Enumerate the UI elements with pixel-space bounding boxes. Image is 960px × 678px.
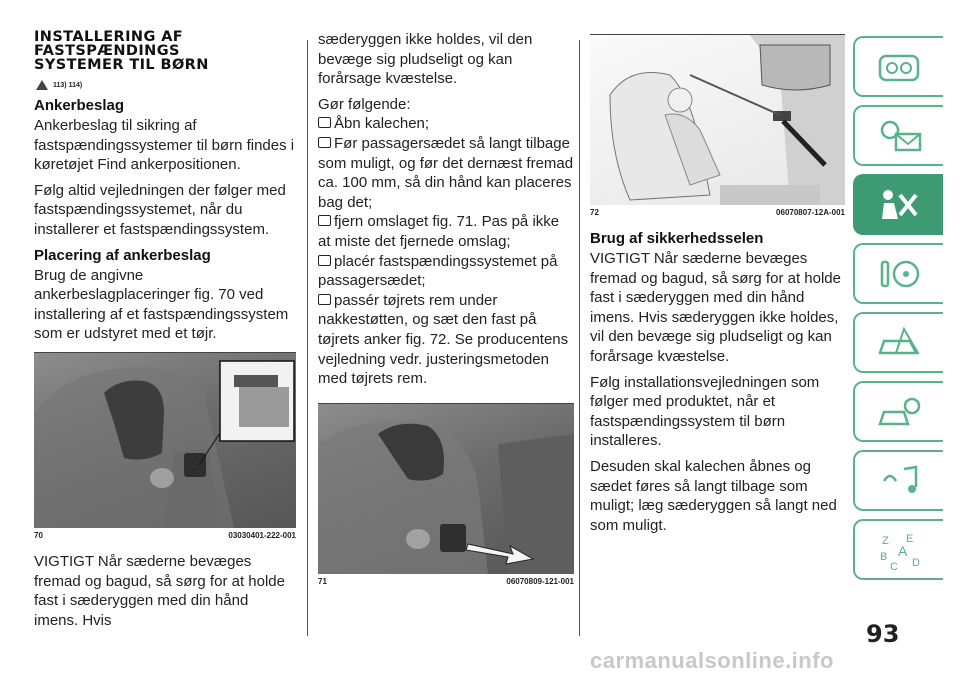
figure-72 bbox=[590, 34, 845, 217]
tab-start-drive[interactable] bbox=[853, 243, 943, 304]
heading-placering: Placering af ankerbeslag bbox=[34, 246, 211, 264]
tab-multimedia[interactable] bbox=[853, 450, 943, 511]
checkbox-bullet-icon bbox=[318, 117, 331, 128]
watermark: carmanualsonline.info bbox=[590, 648, 834, 673]
figure-code: 06070807-12A-001 bbox=[776, 208, 845, 217]
figure-72-image bbox=[590, 34, 845, 205]
child-seat-illustration bbox=[590, 35, 845, 205]
column-1 bbox=[34, 30, 296, 636]
seat-anchor-illustration bbox=[34, 353, 296, 528]
warning-refs bbox=[36, 80, 296, 90]
svg-text:Z: Z bbox=[882, 534, 889, 547]
paragraph: VIGTIGT Når sæderne bevæges fremad og bagud, så sørg for at holde fast i sæderyggen med din hånd imens. Hvis bbox=[34, 552, 285, 629]
seat-cover-illustration bbox=[318, 404, 574, 574]
multimedia-music-icon bbox=[874, 461, 924, 501]
checkbox-bullet-icon bbox=[318, 255, 331, 266]
figure-number: 70 bbox=[34, 530, 43, 540]
figure-70-image bbox=[34, 352, 296, 528]
figure-number: 72 bbox=[590, 208, 599, 217]
paragraph: Gør følgende: bbox=[318, 95, 411, 113]
paragraph: Følg altid vejledningen der følger med fastspændingssystemet, når du installerer et fastspændingssystem. bbox=[34, 181, 286, 238]
figure-code: 06070809-121-001 bbox=[506, 576, 574, 586]
column-divider bbox=[307, 40, 308, 636]
warning-triangle-icon bbox=[36, 80, 48, 90]
svg-text:D: D bbox=[912, 556, 920, 569]
page-number: 93 bbox=[866, 620, 900, 648]
paragraph: sæderyggen ikke holdes, vil den bevæge sig pludseligt og kan forårsage kvæstelse. bbox=[318, 31, 533, 88]
figure-70 bbox=[34, 352, 296, 540]
alphabetical-index-icon bbox=[874, 528, 924, 572]
refs-text: 113) 114) bbox=[53, 81, 83, 89]
paragraph: VIGTIGT Når sæderne bevæges fremad og bagud, så sørg for at holde fast i sæderyggen med din hånd imens. Hvis sæderyggen ikke holdes, vil den bevæge sig pludseligt og kan forårsage kvæstelse. bbox=[590, 250, 841, 365]
column-2 bbox=[318, 30, 574, 586]
list-item: placér fastspændingssystemet på passagersædet; bbox=[318, 252, 558, 290]
car-dashboard-icon bbox=[874, 50, 924, 84]
paragraph: Brug de angivne ankerbeslagplaceringer fig. 70 ved installering af et fastspændingssystem som er udstyret med et tøjr. bbox=[34, 266, 289, 343]
figure-code: 03030401-222-001 bbox=[228, 530, 296, 540]
checkbox-bullet-icon bbox=[318, 137, 331, 148]
figure-number: 71 bbox=[318, 576, 327, 586]
tab-maintenance[interactable] bbox=[853, 381, 943, 442]
figure-caption bbox=[590, 208, 845, 217]
figure-71-image bbox=[318, 403, 574, 574]
figure-caption bbox=[318, 577, 574, 586]
section-title-line: SYSTEMER TIL BØRN bbox=[34, 57, 209, 73]
list-item: passér tøjrets rem under nakkestøtten, og sæt den fast på tøjrets anker fig. 72. Se producentens vejledning vedr. justeringsmetoden med tøjrets rem. bbox=[318, 291, 569, 388]
figure-71 bbox=[318, 403, 574, 586]
tab-warning-lights[interactable] bbox=[853, 105, 943, 166]
paragraph: Følg installationsvejledningen som følger med produktet, når et fastspændingssystem til børn installeres. bbox=[590, 373, 820, 450]
warning-lights-mail-icon bbox=[874, 116, 924, 156]
car-service-tools-icon bbox=[874, 392, 924, 432]
list-item: fjern omslaget fig. 71. Pas på ikke at miste det fjernede omslag; bbox=[318, 213, 560, 250]
section-title-line: FASTSPÆNDINGS bbox=[34, 43, 180, 59]
svg-text:B: B bbox=[880, 550, 888, 563]
key-steering-wheel-icon bbox=[874, 254, 924, 294]
heading-ankerbeslag: Ankerbeslag bbox=[34, 97, 125, 114]
list-item: Før passagersædet så langt tilbage som muligt, og før det dernæst fremad ca. 100 mm, så din hånd kan placeres bag det; bbox=[318, 134, 574, 211]
list-item: Åbn kalechen; bbox=[318, 114, 574, 134]
paragraph: Desuden skal kalechen åbnes og sædet føres så langt tilbage som muligt; læg sæderyggen så langt ned som muligt. bbox=[590, 457, 837, 534]
figure-caption bbox=[34, 531, 296, 540]
tab-emergency[interactable] bbox=[853, 312, 943, 373]
svg-text:C: C bbox=[890, 560, 898, 572]
car-emergency-icon bbox=[874, 323, 924, 363]
svg-text:E: E bbox=[906, 532, 914, 545]
checkbox-bullet-icon bbox=[318, 215, 331, 226]
airbag-seat-icon bbox=[874, 185, 924, 225]
column-divider bbox=[579, 40, 580, 636]
tab-dashboard[interactable] bbox=[853, 36, 943, 97]
paragraph: Ankerbeslag til sikring af fastspændingssystemer til børn findes i køretøjet Find ankerpositionen. bbox=[34, 117, 295, 174]
svg-text:A: A bbox=[898, 542, 908, 559]
checkbox-bullet-icon bbox=[318, 294, 331, 305]
tab-index[interactable] bbox=[853, 519, 943, 580]
heading-sikkerhedsselen: Brug af sikkerhedsselen bbox=[590, 230, 764, 247]
chapter-tabs bbox=[853, 36, 943, 588]
section-title bbox=[34, 30, 296, 72]
tab-safety[interactable] bbox=[853, 174, 943, 235]
column-3 bbox=[590, 30, 845, 541]
section-title-line: INSTALLERING AF bbox=[34, 29, 184, 45]
